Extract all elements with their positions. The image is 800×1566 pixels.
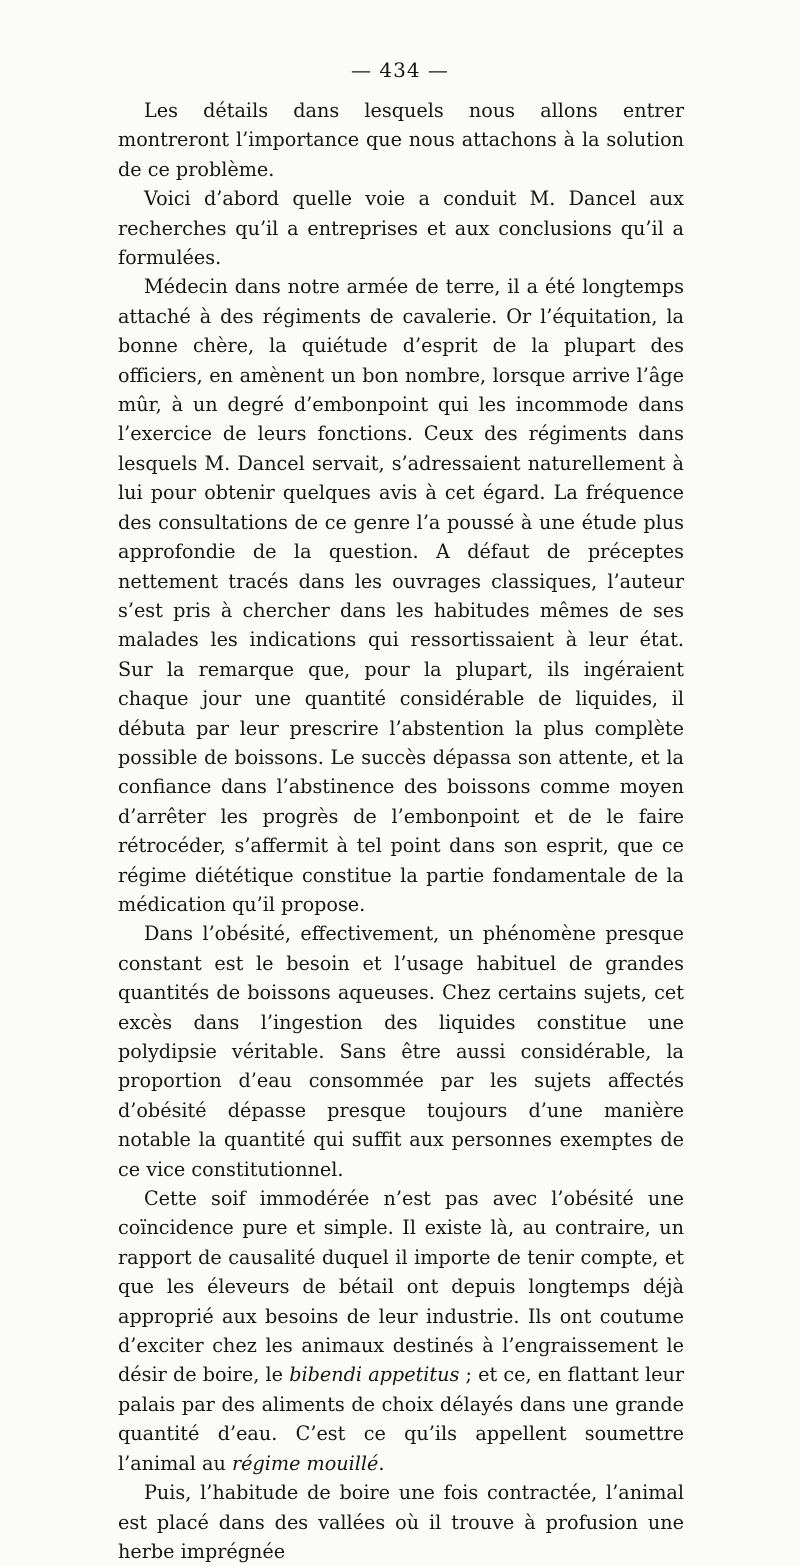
paragraph-5-italic-regime: régime mouillé bbox=[231, 1451, 379, 1475]
paragraph-5 bbox=[118, 1184, 684, 1478]
paragraph-1: Les détails dans lesquels nous allons entrer montreront l’importance que nous attachons à la solution de ce problème. bbox=[118, 99, 684, 181]
paragraph-5-text-b: ; et ce, en flattant leur palais par des aliments de choix délayés dans une grande quantité d’eau. C’est ce qu’ils appellent soumettre l’animal au bbox=[118, 1363, 684, 1475]
paragraph-4: Dans l’obésité, effectivement, un phénomène presque constant est le besoin et l’usage habituel de grandes quantités de boissons aqueuses. Chez certains sujets, cet excès dans l’ingestion des liquides constitue une polydipsie véritable. Sans être aussi considérable, la proportion d’eau consommée par les sujets affectés d’obésité dépasse presque toujours d’une manière notable la quantité qui suffit aux personnes exemptes de ce vice constitutionnel. bbox=[118, 922, 684, 1181]
paragraph-3: Médecin dans notre armée de terre, il a été longtemps attaché à des régiments de cavalerie. Or l’équitation, la bonne chère, la quiétude d’esprit de la plupart des officiers, en amènent un bon nombre, lorsque arrive l’âge mûr, à un degré d’embonpoint qui les incommode dans l’exercice de leurs fonctions. Ceux des régiments dans lesquels M. Dancel servait, s’adressaient naturellement à lui pour obtenir quelques avis à cet égard. La fréquence des consultations de ce genre l’a poussé à une étude plus approfondie de la question. A défaut de préceptes nettement tracés dans les ouvrages classiques, l’auteur s’est pris à chercher dans les habitudes mêmes de ses malades les indications qui ressortissaient à leur état. Sur la remarque que, pour la plupart, ils ingéraient chaque jour une quantité considérable de liquides, il débuta par leur prescrire l’abstention la plus complète possible de boissons. Le succès dépassa son attente, et la confiance dans l’abstinence des boissons comme moyen d’arrêter les progrès de l’embonpoint et de le faire rétrocéder, s’affermit à tel point dans son esprit, que ce régime diététique constitue la partie fondamentale de la médication qu’il propose. bbox=[118, 275, 684, 916]
paragraph-5-italic-latin: bibendi appetitus bbox=[289, 1363, 460, 1387]
body-text bbox=[118, 96, 684, 1566]
page-number: — 434 — bbox=[351, 58, 449, 82]
paragraph-5-text-c: . bbox=[378, 1451, 385, 1475]
paragraph-5-text-a: Cette soif immodérée n’est pas avec l’obésité une coïncidence pure et simple. Il existe là, au contraire, un rapport de causalité duquel il importe de tenir compte, et que les éleveurs de bétail ont depuis longtemps déjà approprié aux besoins de leur industrie. Ils ont coutume d’exciter chez les animaux destinés à l’engraissement le désir de boire, le bbox=[118, 1187, 684, 1387]
paragraph-6: Puis, l’habitude de boire une fois contractée, l’animal est placé dans des vallées où il trouve à profusion une herbe imprégnée bbox=[118, 1481, 684, 1563]
paragraph-2: Voici d’abord quelle voie a conduit M. Dancel aux recherches qu’il a entreprises et aux conclusions qu’il a formulées. bbox=[118, 187, 684, 270]
